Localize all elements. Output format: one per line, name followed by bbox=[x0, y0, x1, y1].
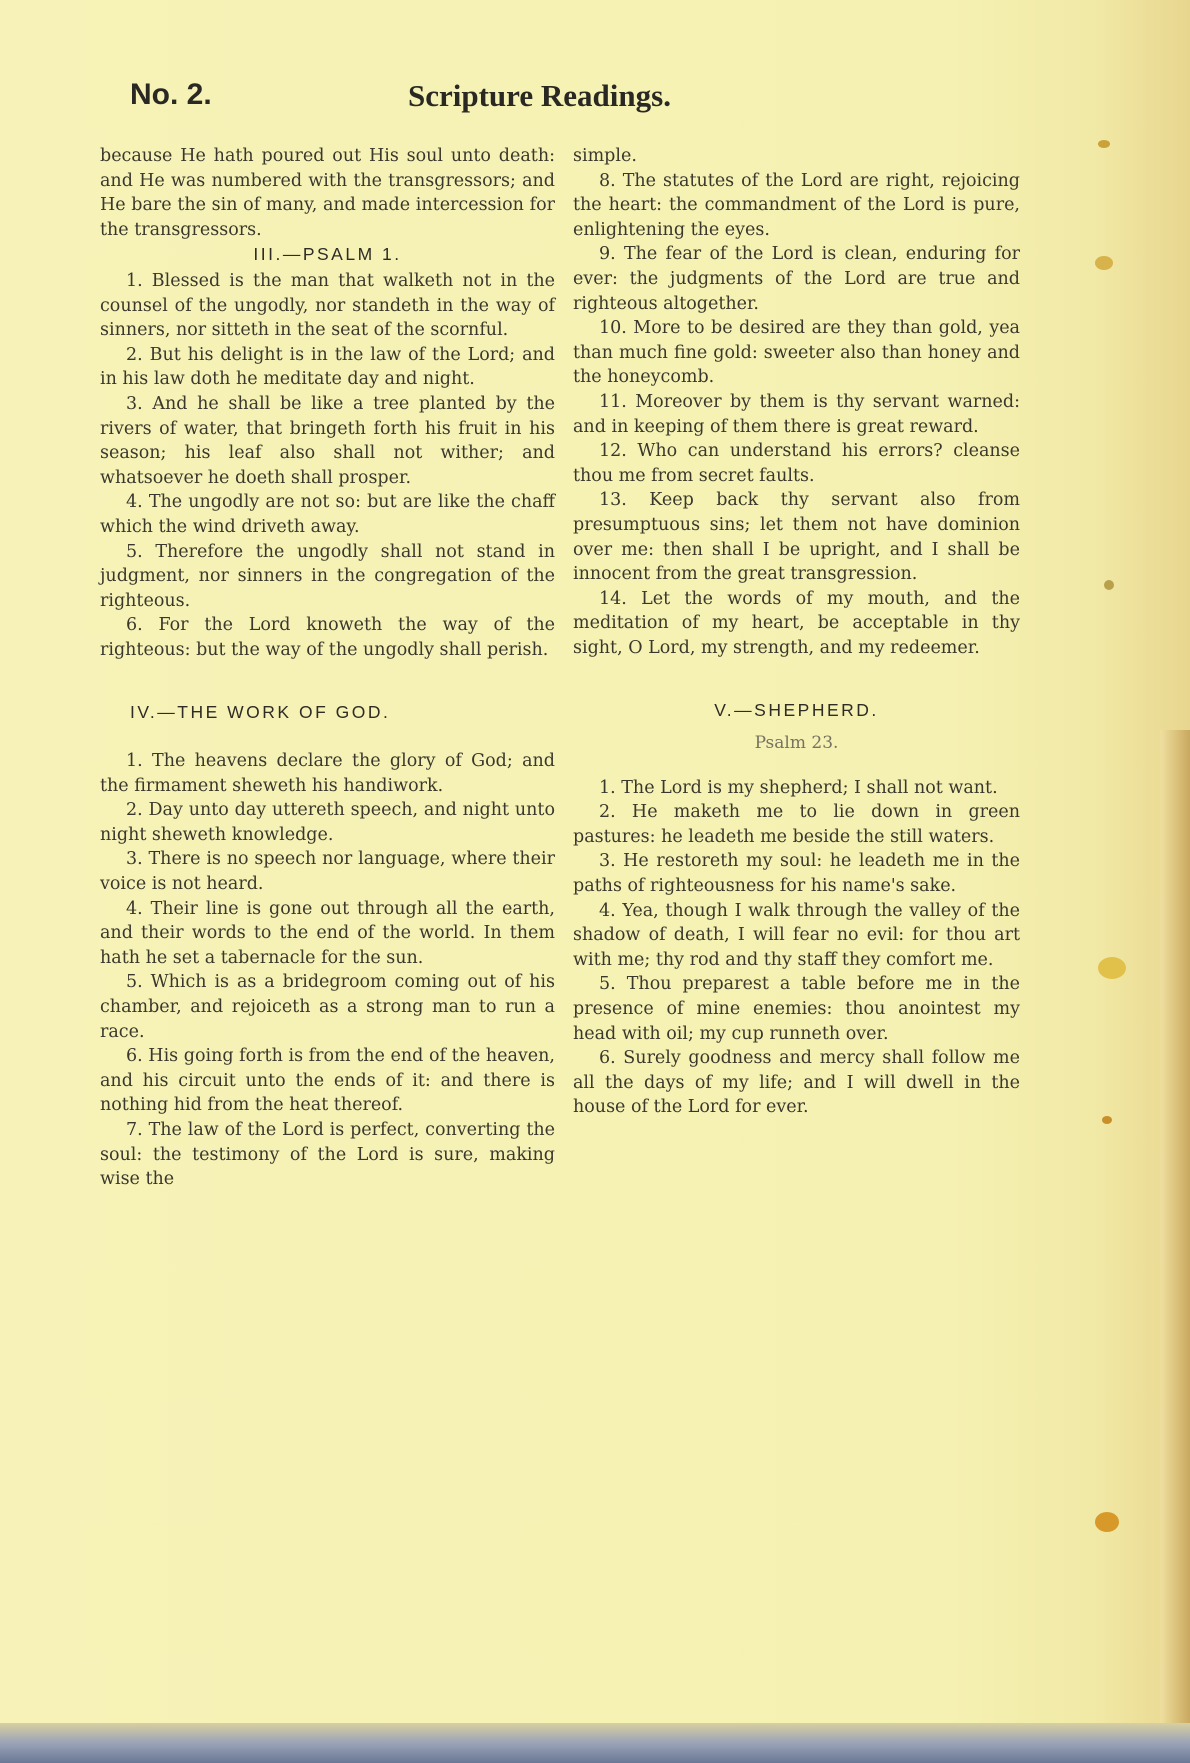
page-header bbox=[130, 70, 1030, 120]
psalm1-verse: 3. And he shall be like a tree planted by the rivers of water, that bringeth forth his fruit in his season; his leaf also shall not wither; and whatsoever he doeth shall prosper. bbox=[100, 393, 555, 488]
stain-mark bbox=[1095, 1512, 1119, 1532]
psalm1-verse: 2. But his delight is in the law of the Lord; and in his law doth he meditate day and night. bbox=[100, 344, 555, 390]
work-of-god-verse: 2. Day unto day uttereth speech, and night unto night sheweth knowledge. bbox=[100, 800, 555, 845]
continued-verse: 9. The fear of the Lord is clean, enduring for ever: the judgments of the Lord are true and righteous altogether. bbox=[573, 244, 1020, 314]
continued-verse: 8. The statutes of the Lord are right, rejoicing the heart: the commandment of the Lord is pure, enlightening the eyes. bbox=[573, 170, 1020, 240]
shepherd-verse: 6. Surely goodness and mercy shall follow me all the days of my life; and I will dwell in the house of the Lord for ever. bbox=[573, 1048, 1020, 1118]
stain-mark bbox=[1104, 580, 1114, 590]
continued-verse: 10. More to be desired are they than gold, yea than much fine gold: sweeter also than honey and the honeycomb. bbox=[573, 318, 1020, 388]
shepherd-verse: 2. He maketh me to lie down in green pastures: he leadeth me beside the still waters. bbox=[573, 802, 1020, 847]
right-column bbox=[573, 144, 1020, 1120]
psalm1-verse: 5. Therefore the ungodly shall not stand in judgment, nor sinners in the congregation of the righteous. bbox=[100, 541, 555, 611]
continued-verse: 13. Keep back thy servant also from presumptuous sins; let them not have dominion over me: then shall I be upright, and I shall be innocent from the great transgression. bbox=[573, 490, 1020, 585]
continued-verse: simple. bbox=[573, 146, 637, 166]
intro-verse-text: because He hath poured out His soul unto death: and He was numbered with the transgressors; and He bare the sin of many, and made intercession for the transgressors. bbox=[100, 146, 555, 240]
page-number: No. 2. bbox=[130, 78, 212, 111]
shepherd-subheading: Psalm 23. bbox=[754, 733, 839, 754]
work-of-god-verse: 7. The law of the Lord is perfect, converting the soul: the testimony of the Lord is sure, making wise the bbox=[100, 1119, 555, 1190]
shepherd-verse: 4. Yea, though I walk through the valley of the shadow of death, I will fear no evil: for thou art with me; thy rod and thy staff they comfort me. bbox=[573, 900, 1020, 970]
continued-verse: 11. Moreover by them is thy servant warned: and in keeping of them there is great reward. bbox=[573, 391, 1020, 437]
shepherd-verse: 1. The Lord is my shepherd; I shall not want. bbox=[599, 777, 998, 798]
page-edge bbox=[1160, 730, 1190, 1763]
psalm1-verse: 1. Blessed is the man that walketh not in the counsel of the ungodly, nor standeth in the way of sinners, nor sitteth in the seat of the scornful. bbox=[100, 270, 555, 341]
shepherd-verse: 3. He restoreth my soul: he leadeth me in the paths of righteousness for his name's sake. bbox=[573, 851, 1020, 897]
work-of-god-heading: IV.—THE WORK OF GOD. bbox=[130, 702, 391, 723]
continued-verse: 14. Let the words of my mouth, and the meditation of my heart, be acceptable in thy sight, O Lord, my strength, and my redeemer. bbox=[573, 588, 1020, 658]
stain-mark bbox=[1098, 140, 1110, 148]
shepherd-heading: V.—SHEPHERD. bbox=[714, 700, 879, 721]
continued-verse: 12. Who can understand his errors? cleanse thou me from secret faults. bbox=[573, 441, 1020, 486]
shepherd-verse: 5. Thou preparest a table before me in the presence of mine enemies: thou anointest my head with oil; my cup runneth over. bbox=[573, 974, 1020, 1044]
work-of-god-verse: 6. His going forth is from the end of the heaven, and his circuit unto the ends of it: and there is nothing hid from the heat thereof. bbox=[100, 1046, 555, 1116]
stain-mark bbox=[1102, 1116, 1112, 1124]
work-of-god-verse: 4. Their line is gone out through all the earth, and their words to the end of the world. In them hath he set a tabernacle for the sun. bbox=[100, 898, 555, 968]
page-title: Scripture Readings. bbox=[408, 78, 671, 113]
left-column bbox=[100, 144, 555, 1192]
psalm1-heading: III.—PSALM 1. bbox=[253, 244, 402, 265]
stain-mark bbox=[1098, 957, 1126, 979]
psalm1-verse: 4. The ungodly are not so: but are like the chaff which the wind driveth away. bbox=[100, 492, 555, 537]
psalm1-verse: 6. For the Lord knoweth the way of the righteous: but the way of the ungodly shall perish. bbox=[100, 615, 555, 660]
work-of-god-verse: 3. There is no speech nor language, where their voice is not heard. bbox=[100, 849, 555, 895]
page-bottom-edge bbox=[0, 1723, 1190, 1763]
stain-mark bbox=[1095, 256, 1113, 270]
work-of-god-verse: 1. The heavens declare the glory of God; and the firmament sheweth his handiwork. bbox=[100, 751, 555, 796]
work-of-god-verse: 5. Which is as a bridegroom coming out of his chamber, and rejoiceth as a strong man to run a race. bbox=[100, 972, 555, 1042]
